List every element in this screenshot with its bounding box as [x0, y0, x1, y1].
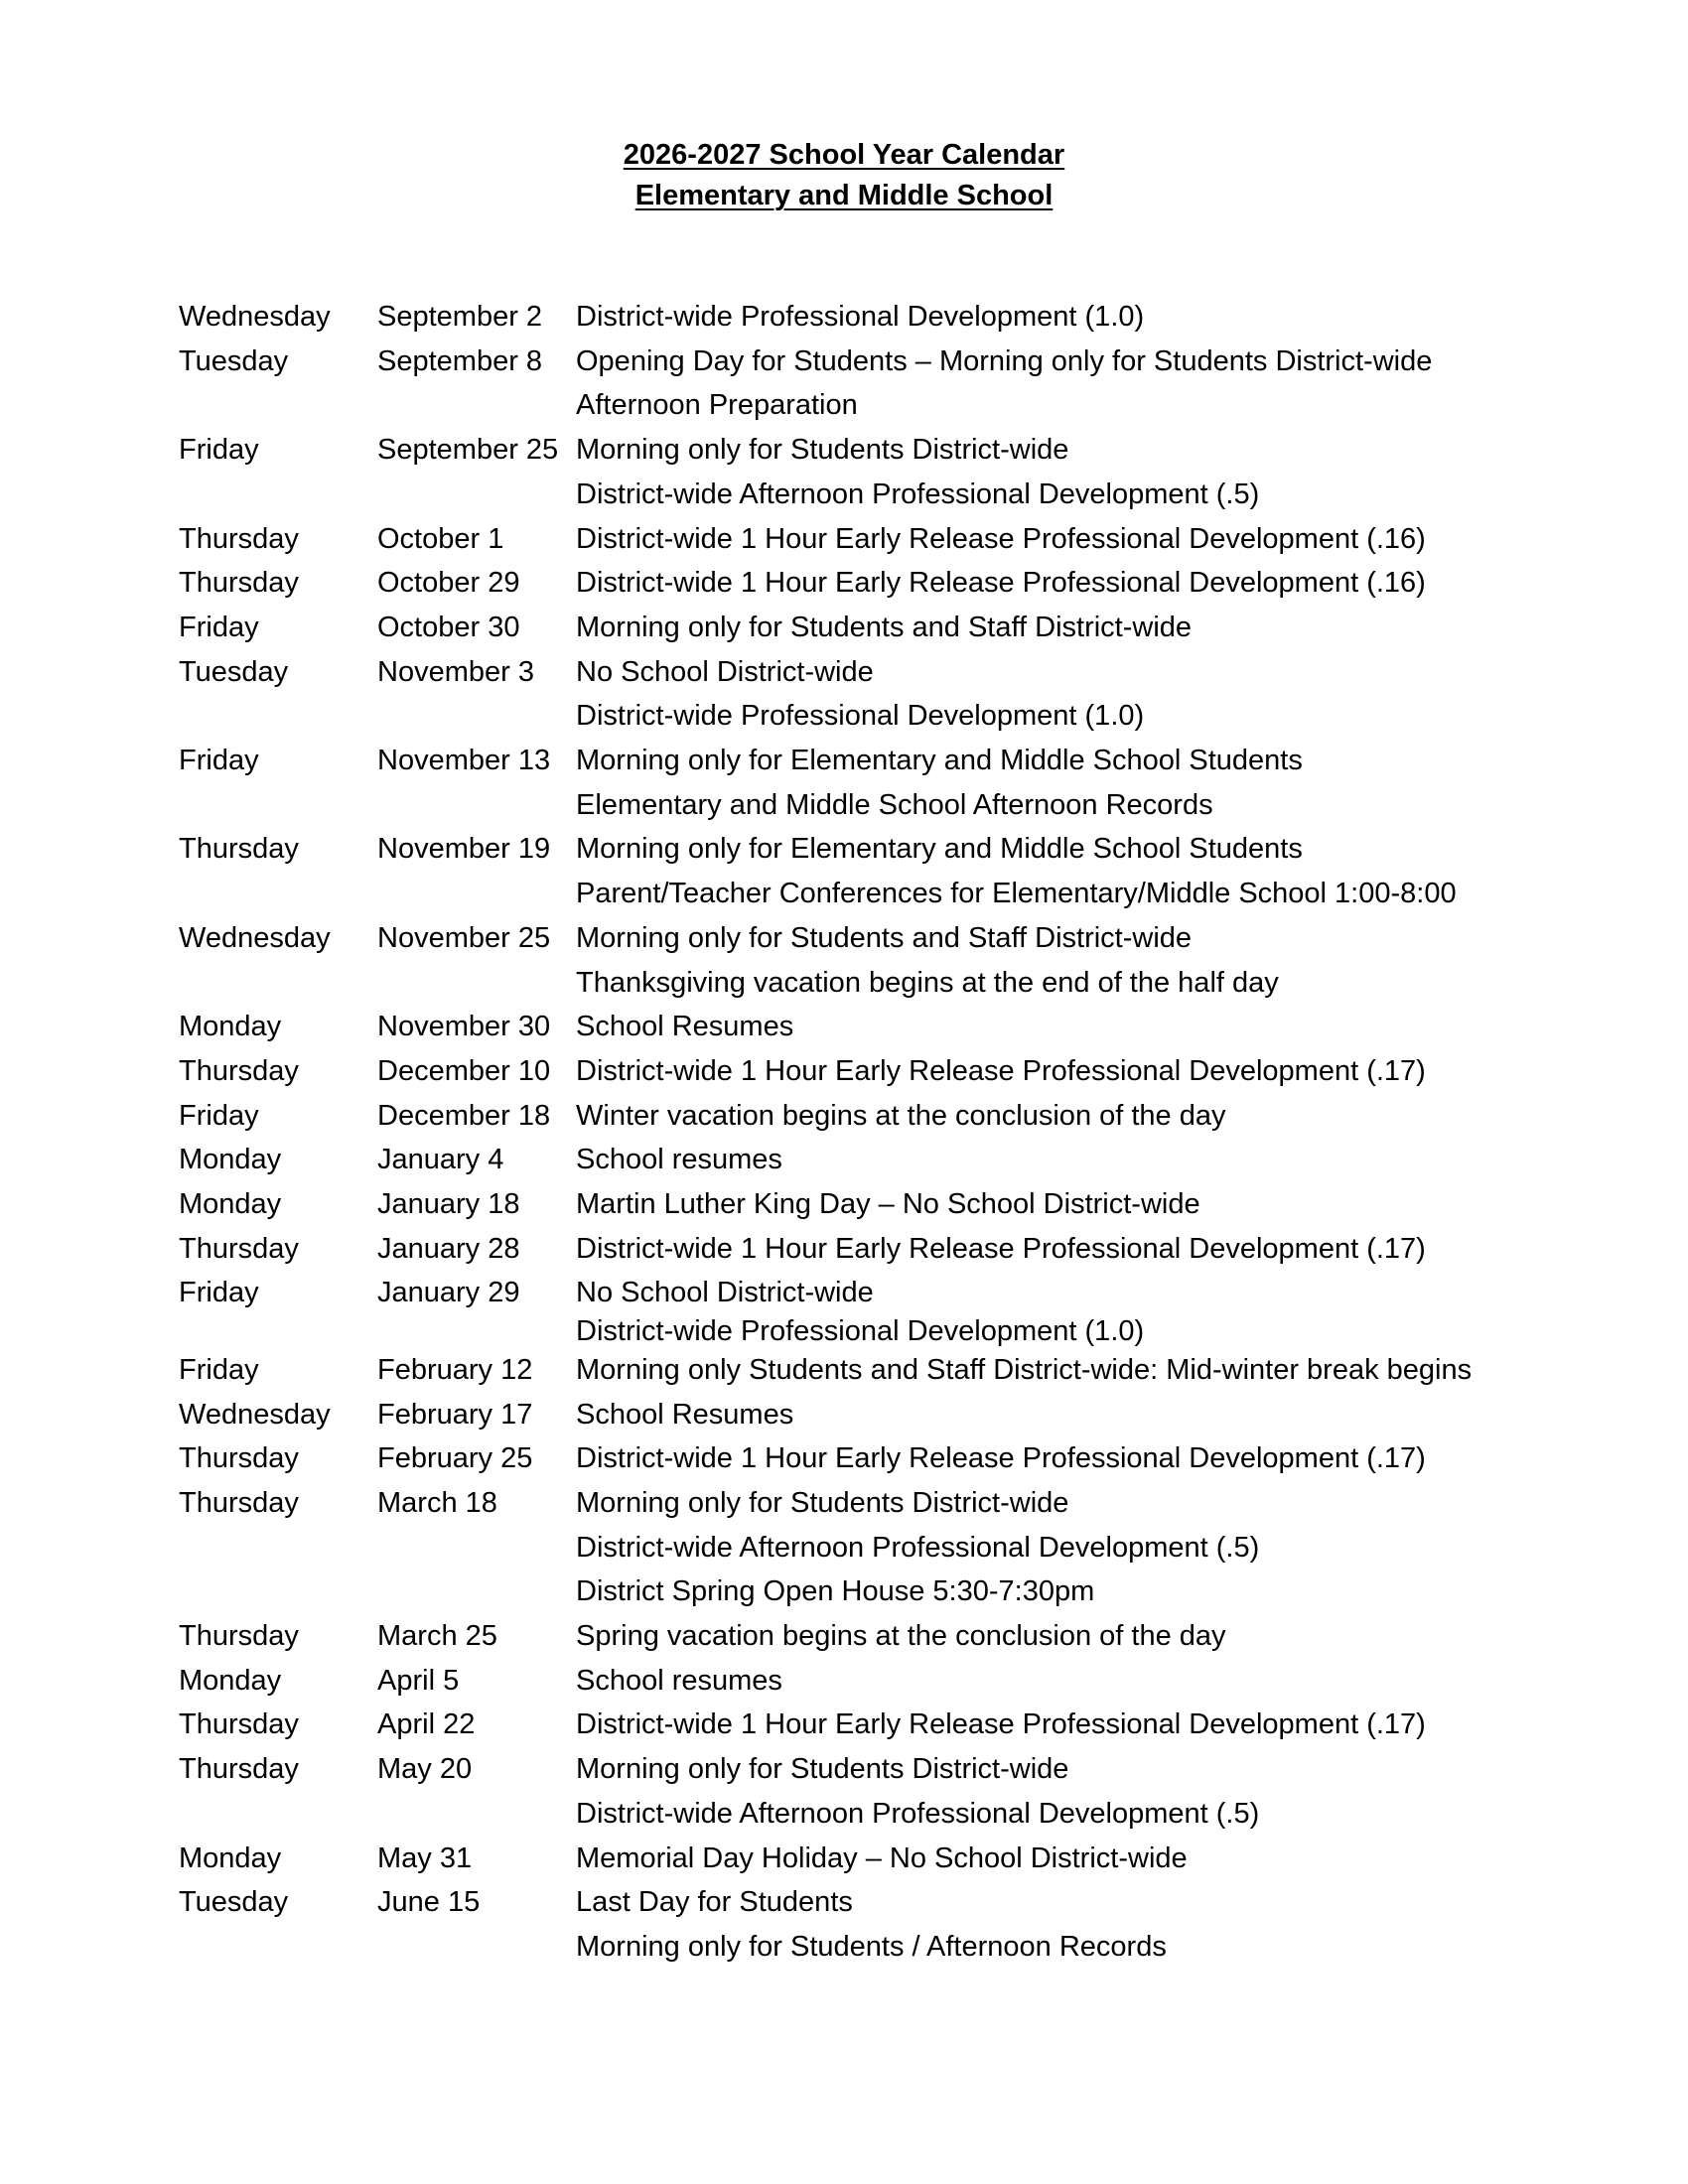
event-description: District-wide 1 Hour Early Release Professional Development (.17) [576, 1442, 1426, 1475]
event-description: District-wide 1 Hour Early Release Professional Development (.16) [576, 522, 1426, 555]
event-description: Memorial Day Holiday – No School District-wide [576, 1842, 1188, 1874]
date-label: March 25 [377, 1620, 497, 1652]
event-description: District-wide 1 Hour Early Release Professional Development (.17) [576, 1708, 1426, 1741]
weekday-label: Monday [179, 1188, 282, 1220]
calendar-entry-line [0, 430, 1688, 470]
event-description: Morning only for Elementary and Middle School Students [576, 833, 1303, 866]
calendar-entry-line [0, 1749, 1688, 1789]
weekday-label: Friday [179, 1277, 259, 1309]
event-description: Morning only for Elementary and Middle School Students [576, 745, 1303, 776]
calendar-entry-line [0, 1229, 1688, 1269]
calendar-entry-continuation [0, 1311, 1688, 1351]
event-description: School Resumes [576, 1398, 794, 1431]
event-description: No School District-wide [576, 655, 874, 688]
event-description: Morning only for Students and Staff District-wide [576, 611, 1193, 643]
weekday-label: Monday [179, 1842, 282, 1874]
calendar-entry-continuation [0, 1571, 1688, 1611]
date-label: September 25 [377, 434, 559, 467]
date-label: May 31 [377, 1842, 473, 1874]
date-label: January 18 [377, 1188, 520, 1220]
date-label: March 18 [377, 1486, 497, 1519]
calendar-entry-continuation [0, 1528, 1688, 1568]
event-description: District-wide Professional Development (1.0) [576, 700, 1145, 733]
event-description: No School District-wide [576, 1277, 874, 1309]
calendar-entry-line [0, 608, 1688, 647]
event-description: Last Day for Students [576, 1886, 853, 1919]
weekday-label: Monday [179, 1011, 282, 1043]
calendar-entry-line [0, 1096, 1688, 1136]
weekday-label: Friday [179, 1353, 259, 1386]
date-label: May 20 [377, 1753, 473, 1786]
event-description: District-wide 1 Hour Early Release Professional Development (.17) [576, 1232, 1426, 1265]
calendar-entry-line [0, 519, 1688, 559]
document-title: 2026-2027 School Year Calendar [623, 139, 1065, 171]
event-description: District-wide Afternoon Professional Development (.5) [576, 1797, 1260, 1830]
weekday-label: Thursday [179, 567, 299, 600]
calendar-entry-continuation [0, 1794, 1688, 1834]
calendar-entry-line [0, 1350, 1688, 1390]
event-description: District-wide Afternoon Professional Development (.5) [576, 1531, 1260, 1564]
date-label: October 30 [377, 611, 520, 643]
calendar-entry-line [0, 1616, 1688, 1656]
event-description: Afternoon Preparation [576, 389, 858, 422]
weekday-label: Thursday [179, 1054, 299, 1087]
weekday-label: Thursday [179, 833, 299, 866]
calendar-entry-line [0, 741, 1688, 780]
calendar-entry-line [0, 1273, 1688, 1312]
date-label: October 29 [377, 567, 520, 600]
event-description: Martin Luther King Day – No School District-wide [576, 1188, 1200, 1220]
calendar-entry-continuation [0, 475, 1688, 514]
event-description: Spring vacation begins at the conclusion of the day [576, 1620, 1226, 1652]
date-label: April 22 [377, 1708, 476, 1741]
event-description: Opening Day for Students – Morning only for Students District-wide [576, 344, 1433, 377]
calendar-entry-continuation [0, 874, 1688, 913]
calendar-entry-continuation [0, 1927, 1688, 1967]
weekday-label: Thursday [179, 1442, 299, 1475]
event-description: Thanksgiving vacation begins at the end of the half day [576, 966, 1279, 999]
date-label: November 13 [377, 745, 551, 776]
weekday-label: Friday [179, 611, 259, 643]
event-description: District Spring Open House 5:30-7:30pm [576, 1575, 1095, 1608]
event-description: District-wide Afternoon Professional Development (.5) [576, 478, 1260, 510]
calendar-entry-line [0, 1438, 1688, 1478]
calendar-entry-line [0, 1882, 1688, 1922]
weekday-label: Thursday [179, 522, 299, 555]
calendar-entry-line [0, 1483, 1688, 1523]
calendar-entry-line [0, 1007, 1688, 1046]
calendar-entry-line [0, 1661, 1688, 1701]
calendar-entry-line [0, 1839, 1688, 1878]
date-label: January 28 [377, 1232, 520, 1265]
date-label: November 30 [377, 1011, 551, 1043]
event-description: Morning only for Students / Afternoon Records [576, 1930, 1167, 1963]
calendar-entry-line [0, 652, 1688, 692]
calendar-entry-line [0, 341, 1688, 381]
date-label: January 29 [377, 1277, 520, 1309]
date-label: June 15 [377, 1886, 481, 1919]
event-description: Elementary and Middle School Afternoon Records [576, 788, 1213, 821]
event-description: District-wide Professional Development (1.0) [576, 1315, 1145, 1348]
event-description: District-wide 1 Hour Early Release Professional Development (.17) [576, 1054, 1426, 1087]
event-description: Morning only Students and Staff District-wide: Mid-winter break begins [576, 1353, 1473, 1386]
event-description: Morning only for Students District-wide [576, 1753, 1069, 1786]
date-label: April 5 [377, 1664, 460, 1697]
calendar-entry-line [0, 297, 1688, 337]
event-description: District-wide Professional Development (1.0) [576, 301, 1145, 333]
date-label: September 2 [377, 301, 543, 333]
calendar-entry-line [0, 1705, 1688, 1744]
weekday-label: Wednesday [179, 301, 331, 333]
calendar-entry-line [0, 563, 1688, 603]
event-description: Morning only for Students and Staff District-wide [576, 921, 1193, 954]
calendar-entry-line [0, 829, 1688, 869]
calendar-entry-line [0, 1395, 1688, 1434]
date-label: September 8 [377, 344, 543, 377]
calendar-entry-line [0, 918, 1688, 958]
date-label: November 19 [377, 833, 551, 866]
date-label: January 4 [377, 1144, 504, 1176]
date-label: October 1 [377, 522, 504, 555]
calendar-entry-line [0, 1051, 1688, 1091]
weekday-label: Thursday [179, 1486, 299, 1519]
weekday-label: Friday [179, 434, 259, 467]
event-description: School resumes [576, 1664, 782, 1697]
date-label: February 12 [377, 1353, 533, 1386]
weekday-label: Monday [179, 1664, 282, 1697]
weekday-label: Tuesday [179, 1886, 289, 1919]
date-label: December 10 [377, 1054, 551, 1087]
date-label: November 25 [377, 921, 551, 954]
event-description: Winter vacation begins at the conclusion of the day [576, 1099, 1226, 1132]
weekday-label: Thursday [179, 1232, 299, 1265]
weekday-label: Tuesday [179, 655, 289, 688]
document-subtitle: Elementary and Middle School [634, 180, 1054, 211]
date-label: February 25 [377, 1442, 533, 1475]
event-description: Morning only for Students District-wide [576, 1486, 1069, 1519]
event-description: Morning only for Students District-wide [576, 434, 1069, 467]
weekday-label: Thursday [179, 1620, 299, 1652]
weekday-label: Monday [179, 1144, 282, 1176]
calendar-entry-line [0, 1184, 1688, 1224]
date-label: November 3 [377, 655, 534, 688]
date-label: December 18 [377, 1099, 551, 1132]
calendar-entry-continuation [0, 696, 1688, 736]
event-description: District-wide 1 Hour Early Release Professional Development (.16) [576, 567, 1426, 600]
weekday-label: Wednesday [179, 921, 331, 954]
calendar-entry-continuation [0, 385, 1688, 425]
weekday-label: Thursday [179, 1708, 299, 1741]
date-label: February 17 [377, 1398, 533, 1431]
weekday-label: Wednesday [179, 1398, 331, 1431]
calendar-entry-continuation [0, 963, 1688, 1003]
weekday-label: Thursday [179, 1753, 299, 1786]
calendar-entry-line [0, 1140, 1688, 1179]
weekday-label: Friday [179, 745, 259, 776]
event-description: Parent/Teacher Conferences for Elementary/Middle School 1:00-8:00 [576, 878, 1457, 910]
calendar-entry-continuation [0, 785, 1688, 825]
event-description: School Resumes [576, 1011, 794, 1043]
event-description: School resumes [576, 1144, 782, 1176]
weekday-label: Tuesday [179, 344, 289, 377]
weekday-label: Friday [179, 1099, 259, 1132]
